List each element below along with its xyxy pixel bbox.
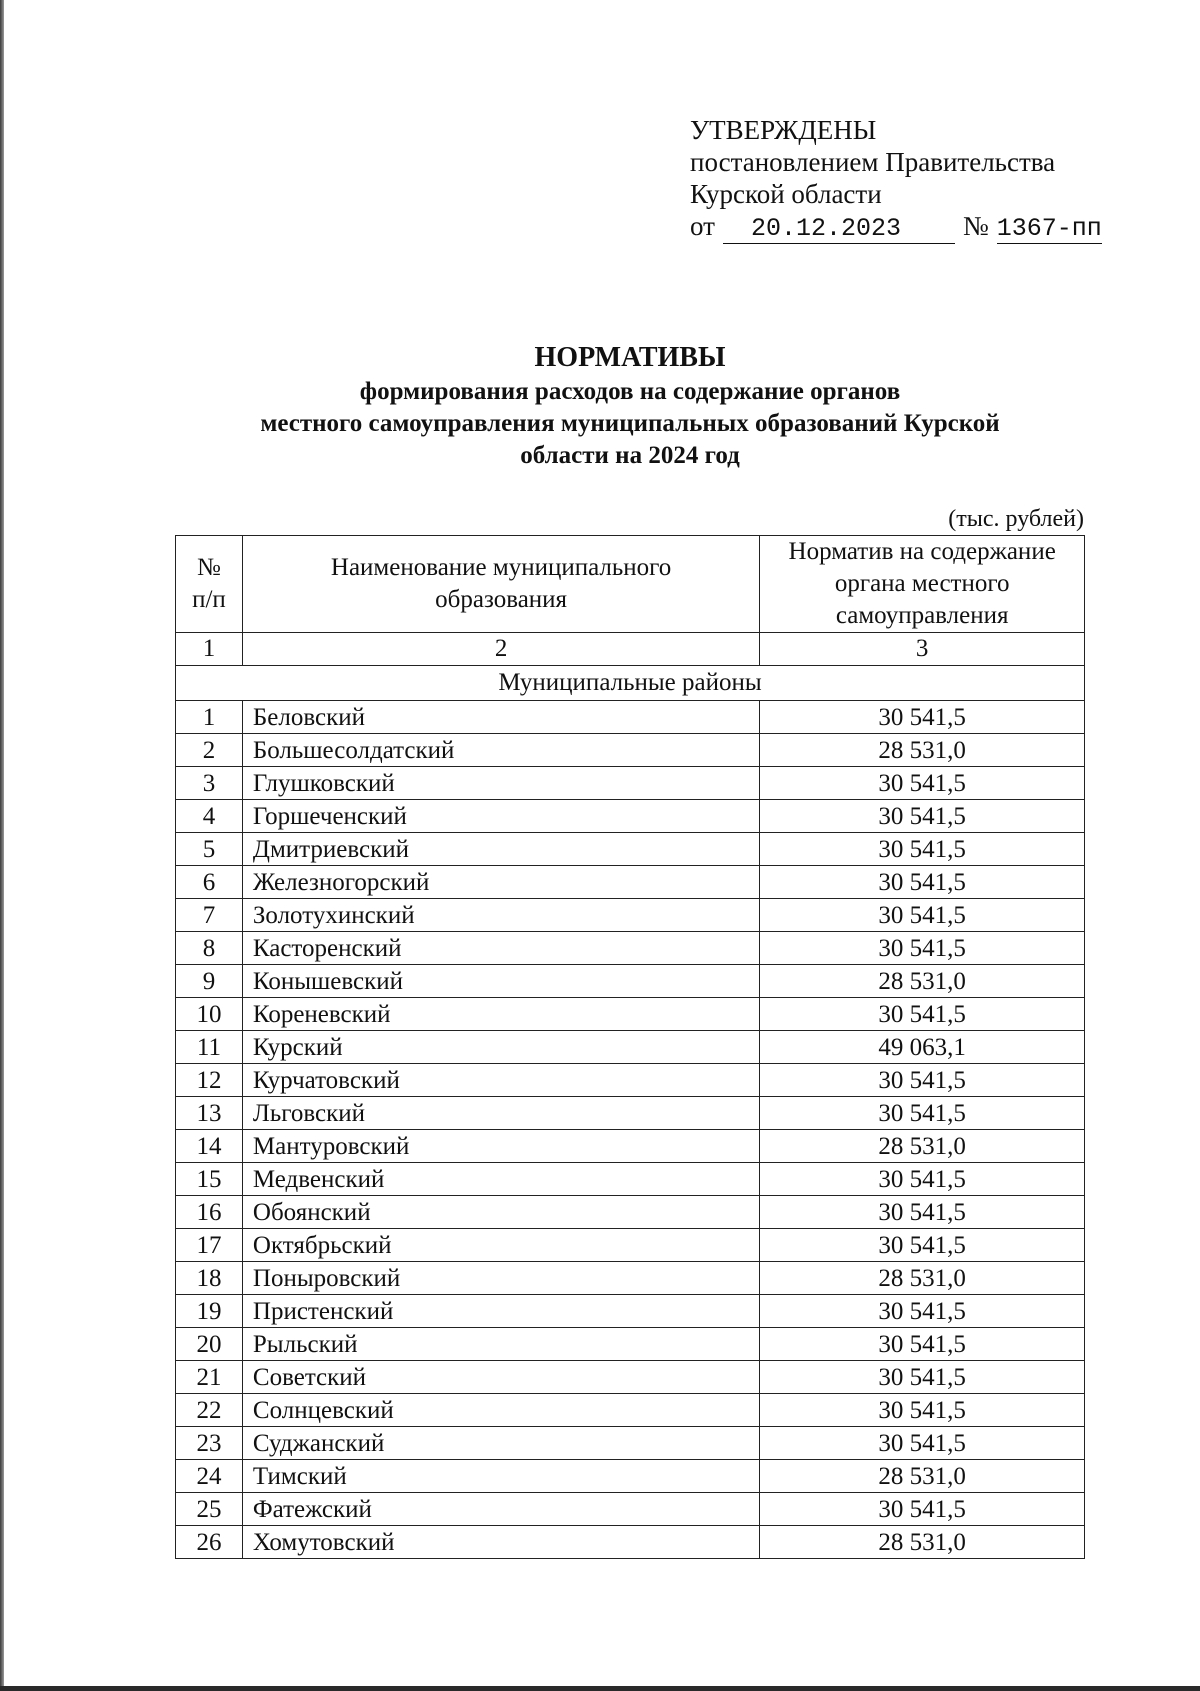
row-name: Хомутовский: [242, 1526, 759, 1559]
table-row: [176, 1295, 1085, 1328]
document-title-block: [170, 340, 1090, 472]
row-number: 14: [176, 1130, 243, 1163]
table-row: [176, 965, 1085, 998]
row-value: 30 541,5: [760, 701, 1085, 734]
table-row: [176, 1262, 1085, 1295]
row-name: Дмитриевский: [242, 833, 759, 866]
table-row: [176, 701, 1085, 734]
row-value: 28 531,0: [760, 1130, 1085, 1163]
row-number: 7: [176, 899, 243, 932]
row-number: 1: [176, 701, 243, 734]
row-name: Мантуровский: [242, 1130, 759, 1163]
approval-title: УТВЕРЖДЕНЫ: [690, 115, 877, 145]
document-title: НОРМАТИВЫ: [534, 342, 726, 373]
row-value: 28 531,0: [760, 1262, 1085, 1295]
row-value: 30 541,5: [760, 899, 1085, 932]
row-name: Большесолдатский: [242, 734, 759, 767]
row-name: Курский: [242, 1031, 759, 1064]
table-row: [176, 998, 1085, 1031]
row-name: Советский: [242, 1361, 759, 1394]
approval-date: 20.12.2023: [723, 215, 955, 244]
unit-label: (тыс. рублей): [948, 506, 1084, 532]
row-number: 21: [176, 1361, 243, 1394]
row-value: 30 541,5: [760, 1394, 1085, 1427]
row-value: 28 531,0: [760, 965, 1085, 998]
row-number: 18: [176, 1262, 243, 1295]
row-name: Беловский: [242, 701, 759, 734]
header-num: № п/п: [176, 536, 243, 633]
row-value: 30 541,5: [760, 1493, 1085, 1526]
row-name: Железногорский: [242, 866, 759, 899]
table-row: [176, 1130, 1085, 1163]
row-name: Касторенский: [242, 932, 759, 965]
row-value: 30 541,5: [760, 1196, 1085, 1229]
row-name: Глушковский: [242, 767, 759, 800]
row-value: 30 541,5: [760, 1229, 1085, 1262]
document-subtitle-line-2: местного самоуправления муниципальных образований Курской: [260, 410, 1000, 437]
row-number: 2: [176, 734, 243, 767]
norms-table: [175, 535, 1085, 1559]
row-name: Октябрьский: [242, 1229, 759, 1262]
scan-edge-bottom: [0, 1686, 1200, 1691]
row-number: 19: [176, 1295, 243, 1328]
row-value: 30 541,5: [760, 1328, 1085, 1361]
scan-edge-left: [0, 0, 4, 1691]
row-number: 3: [176, 767, 243, 800]
table-row: [176, 833, 1085, 866]
header-value: Норматив на содержание органа местного самоуправления: [760, 536, 1085, 633]
row-value: 30 541,5: [760, 866, 1085, 899]
row-number: 9: [176, 965, 243, 998]
row-value: 30 541,5: [760, 1097, 1085, 1130]
table-row: [176, 1328, 1085, 1361]
table-row: [176, 734, 1085, 767]
table-row: [176, 1460, 1085, 1493]
table-index-row: [176, 633, 1085, 666]
table-row: [176, 1493, 1085, 1526]
table-row: [176, 1064, 1085, 1097]
row-value: 30 541,5: [760, 1295, 1085, 1328]
section-title: Муниципальные районы: [176, 666, 1085, 701]
row-number: 13: [176, 1097, 243, 1130]
row-name: Солнцевский: [242, 1394, 759, 1427]
table-row: [176, 800, 1085, 833]
row-name: Пристенский: [242, 1295, 759, 1328]
table-row: [176, 1031, 1085, 1064]
row-value: 30 541,5: [760, 800, 1085, 833]
row-value: 30 541,5: [760, 767, 1085, 800]
row-number: 22: [176, 1394, 243, 1427]
approval-number: 1367-пп: [996, 214, 1102, 243]
row-value: 30 541,5: [760, 1361, 1085, 1394]
table-row: [176, 866, 1085, 899]
row-number: 25: [176, 1493, 243, 1526]
index-col-3: 3: [760, 633, 1085, 666]
row-number: 12: [176, 1064, 243, 1097]
row-number: 4: [176, 800, 243, 833]
index-col-2: 2: [242, 633, 759, 666]
table-row: [176, 1394, 1085, 1427]
row-value: 30 541,5: [760, 1427, 1085, 1460]
table-header-row: [176, 536, 1085, 633]
table-row: [176, 1196, 1085, 1229]
table-row: [176, 899, 1085, 932]
header-name: Наименование муниципального образования: [242, 536, 759, 633]
number-prefix: №: [962, 211, 989, 241]
approval-date-line: [690, 210, 1102, 244]
row-number: 5: [176, 833, 243, 866]
document-subtitle-line-3: области на 2024 год: [520, 442, 740, 469]
row-number: 6: [176, 866, 243, 899]
row-value: 28 531,0: [760, 1526, 1085, 1559]
approval-line-region: Курской области: [690, 179, 882, 209]
table-row: [176, 1526, 1085, 1559]
row-number: 23: [176, 1427, 243, 1460]
row-name: Медвенский: [242, 1163, 759, 1196]
row-number: 16: [176, 1196, 243, 1229]
row-number: 24: [176, 1460, 243, 1493]
row-value: 28 531,0: [760, 734, 1085, 767]
row-name: Горшеченский: [242, 800, 759, 833]
row-value: 30 541,5: [760, 1163, 1085, 1196]
table-row: [176, 1163, 1085, 1196]
row-name: Льговский: [242, 1097, 759, 1130]
row-number: 17: [176, 1229, 243, 1262]
row-number: 10: [176, 998, 243, 1031]
document-subtitle-line-1: формирования расходов на содержание органов: [359, 378, 901, 405]
row-name: Конышевский: [242, 965, 759, 998]
row-name: Кореневский: [242, 998, 759, 1031]
row-number: 20: [176, 1328, 243, 1361]
row-name: Курчатовский: [242, 1064, 759, 1097]
row-name: Рыльский: [242, 1328, 759, 1361]
row-value: 30 541,5: [760, 833, 1085, 866]
index-col-1: 1: [176, 633, 243, 666]
row-name: Обоянский: [242, 1196, 759, 1229]
date-prefix: от: [690, 211, 715, 241]
row-name: Суджанский: [242, 1427, 759, 1460]
row-number: 8: [176, 932, 243, 965]
section-header-row: [176, 666, 1085, 701]
row-name: Поныровский: [242, 1262, 759, 1295]
row-value: 30 541,5: [760, 1064, 1085, 1097]
approval-line-resolution: постановлением Правительства: [690, 147, 1056, 177]
row-value: 49 063,1: [760, 1031, 1085, 1064]
approval-stamp: [690, 114, 1102, 244]
row-name: Тимский: [242, 1460, 759, 1493]
row-number: 11: [176, 1031, 243, 1064]
row-value: 30 541,5: [760, 998, 1085, 1031]
row-number: 15: [176, 1163, 243, 1196]
table-row: [176, 1097, 1085, 1130]
table-row: [176, 932, 1085, 965]
row-value: 28 531,0: [760, 1460, 1085, 1493]
row-name: Фатежский: [242, 1493, 759, 1526]
row-value: 30 541,5: [760, 932, 1085, 965]
table-row: [176, 1229, 1085, 1262]
row-name: Золотухинский: [242, 899, 759, 932]
row-number: 26: [176, 1526, 243, 1559]
table-row: [176, 1361, 1085, 1394]
table-row: [176, 1427, 1085, 1460]
table-row: [176, 767, 1085, 800]
